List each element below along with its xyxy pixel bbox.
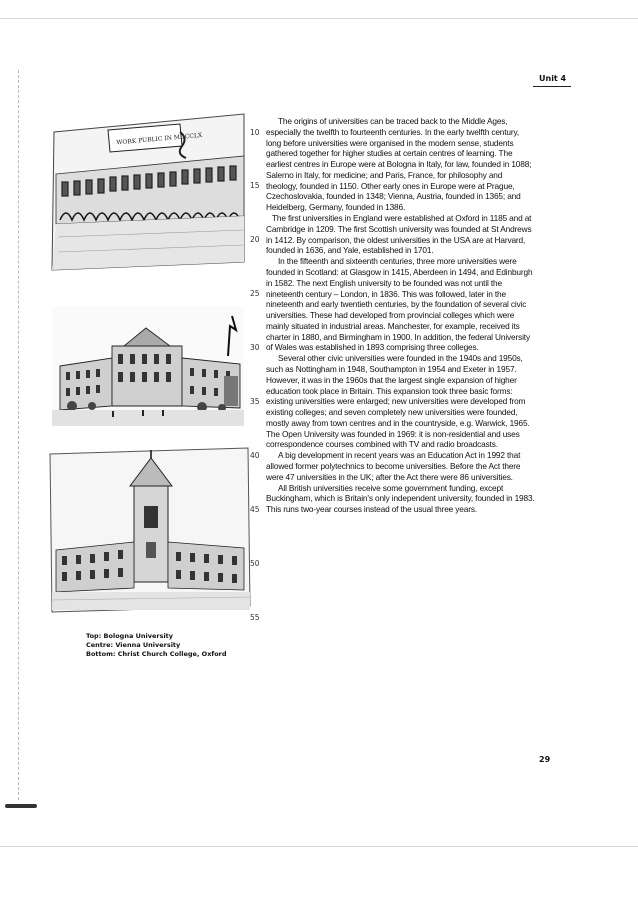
line-number: 40 bbox=[250, 451, 260, 460]
caption-top: Top: Bologna University bbox=[86, 632, 174, 640]
caption-centre: Centre: Vienna University bbox=[86, 641, 181, 649]
line-number: 15 bbox=[250, 181, 260, 190]
line-number: 10 bbox=[250, 128, 260, 137]
caption-bottom: Bottom: Christ Church College, Oxford bbox=[86, 650, 227, 658]
line-number: 20 bbox=[250, 235, 260, 244]
line-number: 50 bbox=[250, 559, 260, 568]
paragraph: In the fifteenth and sixteenth centuries, three more universities were founded in Scotland: at Glasgow in 1415, Aberdeen in 1494, and Edinburgh in 1582. The next English university to be founded was not until the nineteenth century – London, in 1836. This was followed, later in the nineteenth and early twentieth centuries, by the foundation of several civic universities. These had developed from provincial colleges which were mainly situated in industrial areas. Manchester, for example, received its charter in 1880, and Birmingham in 1900. In addition, the federal University of Wales was established in 1893 comprising three colleges. bbox=[266, 256, 533, 353]
photo-bologna-university bbox=[48, 112, 248, 272]
line-number: 30 bbox=[250, 343, 260, 352]
photo-caption bbox=[86, 632, 227, 659]
paragraph: The first universities in England were established at Oxford in 1185 and at Cambridge in 1209. The first Scottish university was founded at St Andrews in 1412. By comparison, the oldest universities in the USA are at Harvard, founded in 1636, and Yale, established in 1701. bbox=[266, 213, 532, 256]
unit-label: Unit 4 bbox=[539, 74, 567, 83]
page-top-edge bbox=[0, 18, 638, 19]
paragraph: Several other civic universities were founded in the 1940s and 1950s, such as Nottingham in 1948, Southampton in 1954 and Exeter in 1957. However, it was in the 1960s that the largest single expansion of higher education took place in Britain. This expansion took three basic forms: existing universities were enlarged; new universities were developed from existing colleges; and seven completely new universities were founded, mostly away from town centres and in the countryside, e.g. Warwick, 1965. The Open University was founded in 1969: it is non-residential and uses correspondence courses combined with TV and radio broadcasts. bbox=[266, 353, 530, 450]
paragraph: All British universities receive some government funding, except Buckingham, which is Britain's only independent university, founded in 1983. This runs two-year courses instead of the usual three years. bbox=[266, 482, 535, 515]
page-number: 29 bbox=[539, 755, 551, 764]
article-body bbox=[266, 116, 536, 515]
line-number: 45 bbox=[250, 505, 260, 514]
paragraph: The origins of universities can be traced back to the Middle Ages, especially the twelfth to fourteenth centuries. In the early twelfth century, long before universities were organised in the modern sense, students gathered together for higher studies at certain centres of learning. The earliest centres in Europe were at Bologna in Italy, for law, founded in 1088; Salerno in Italy, for medicine; and Paris, France, for philosophy and theology, founded in 1150. Other early ones in Europe were at Prague, Czechoslovakia, founded in 1348; Vienna, Austria, founded in 1365; and Heidelberg, Germany, founded in 1386. bbox=[266, 116, 532, 213]
unit-rule bbox=[533, 86, 571, 87]
line-number: 25 bbox=[250, 289, 260, 298]
line-number: 55 bbox=[250, 613, 260, 622]
photo-christ-church-college bbox=[48, 446, 252, 614]
scan-artifact bbox=[5, 804, 37, 808]
paragraph: A big development in recent years was an Education Act in 1992 that allowed former polytechnics to become universities. Before the Act there were 47 universities in the UK; after the Act there were 86 universities. bbox=[266, 450, 521, 482]
plaque-text: WORK PUBLIC IN MDCCLX bbox=[116, 131, 203, 147]
line-number: 35 bbox=[250, 397, 260, 406]
page-bottom-edge bbox=[0, 846, 638, 847]
photo-vienna-university bbox=[52, 306, 244, 426]
scan-margin-mark bbox=[18, 70, 20, 800]
